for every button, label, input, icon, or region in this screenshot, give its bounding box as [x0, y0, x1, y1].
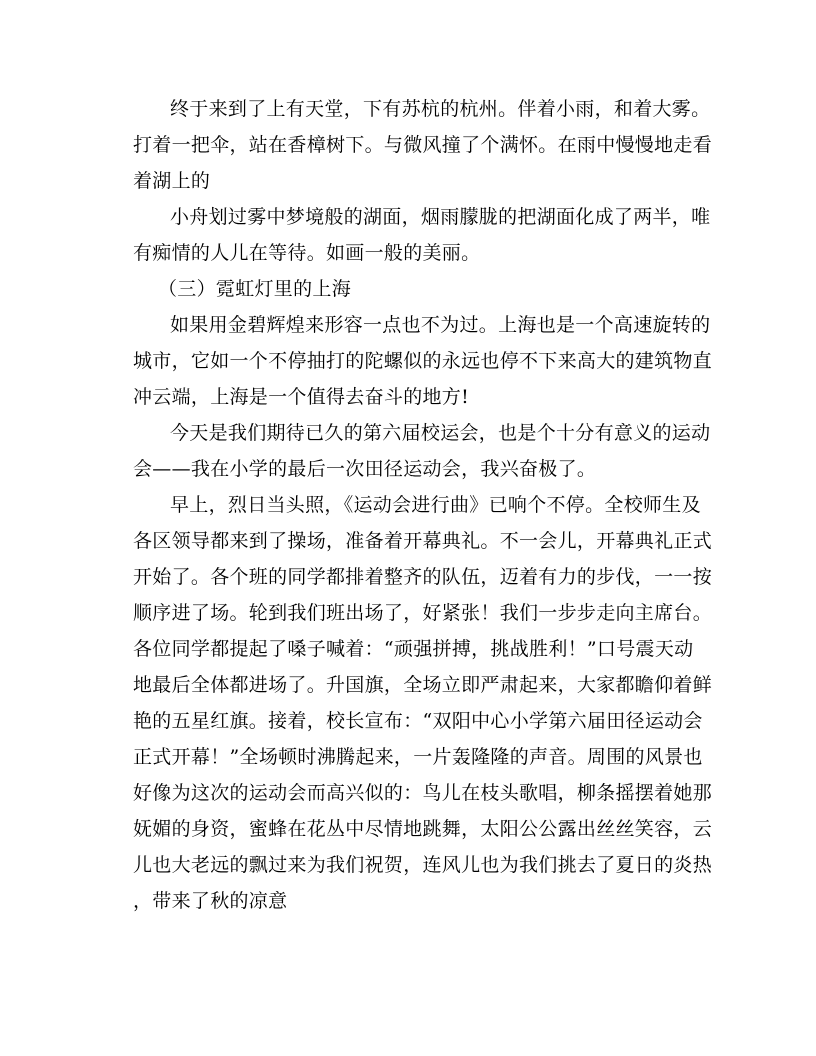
text-line: 终于来到了上有天堂，下有苏杭的杭州。伴着小雨，和着大雾。 [170, 98, 711, 120]
text-line: 着湖上的 [133, 170, 211, 192]
text-line: 顺序进了场。轮到我们班出场了，好紧张！我们一步步走向主席台。 [133, 602, 713, 624]
text-line: 开始了。各个班的同学都排着整齐的队伍，迈着有力的步伐，一一按 [133, 566, 713, 588]
text-line: 冲云端，上海是一个值得去奋斗的地方! [133, 386, 470, 408]
text-line: 艳的五星红旗。接着，校长宣布：“双阳中心小学第六届田径运动会 [133, 710, 703, 732]
text-line: 小舟划过雾中梦境般的湖面，烟雨朦胧的把湖面化成了两半，唯 [170, 206, 711, 228]
text-line: 各位同学都提起了嗓子喊着：“顽强拼搏，挑战胜利！”口号震天动 [133, 638, 694, 660]
text-line: ，带来了秋的凉意 [133, 890, 288, 912]
text-line: 打着一把伞，站在香樟树下。与微风撞了个满怀。在雨中慢慢地走看 [133, 134, 713, 156]
section-heading: （三）霓虹灯里的上海 [158, 278, 352, 300]
text-line: 城市，它如一个不停抽打的陀螺似的永远也停不下来高大的建筑物直 [133, 350, 713, 372]
text-line: 早上，烈日当头照，《运动会进行曲》已响个不停。全校师生及 [170, 494, 701, 516]
text-line: 如果用金碧辉煌来形容一点也不为过。上海也是一个高速旋转的 [170, 314, 711, 336]
text-line: 妩媚的身资，蜜蜂在花丛中尽情地跳舞，太阳公公露出丝丝笑容，云 [133, 818, 713, 840]
text-line: 会——我在小学的最后一次田径运动会，我兴奋极了。 [133, 458, 597, 480]
text-line: 有痴情的人儿在等待。如画一般的美丽。 [133, 242, 481, 264]
text-line: 正式开幕！”全场顿时沸腾起来，一片轰隆隆的声音。周围的风景也 [133, 746, 703, 768]
text-line: 地最后全体都进场了。升国旗，全场立即严肃起来，大家都瞻仰着鲜 [133, 674, 713, 696]
text-line: 今天是我们期待已久的第六届校运会，也是个十分有意义的运动 [170, 422, 711, 444]
text-line: 各区领导都来到了操场，准备着开幕典礼。不一会儿，开幕典礼正式 [133, 530, 713, 552]
text-line: 儿也大老远的飘过来为我们祝贺，连风儿也为我们挑去了夏日的炎热 [133, 854, 713, 876]
text-line: 好像为这次的运动会而高兴似的：鸟儿在枝头歌唱，柳条摇摆着她那 [133, 782, 713, 804]
